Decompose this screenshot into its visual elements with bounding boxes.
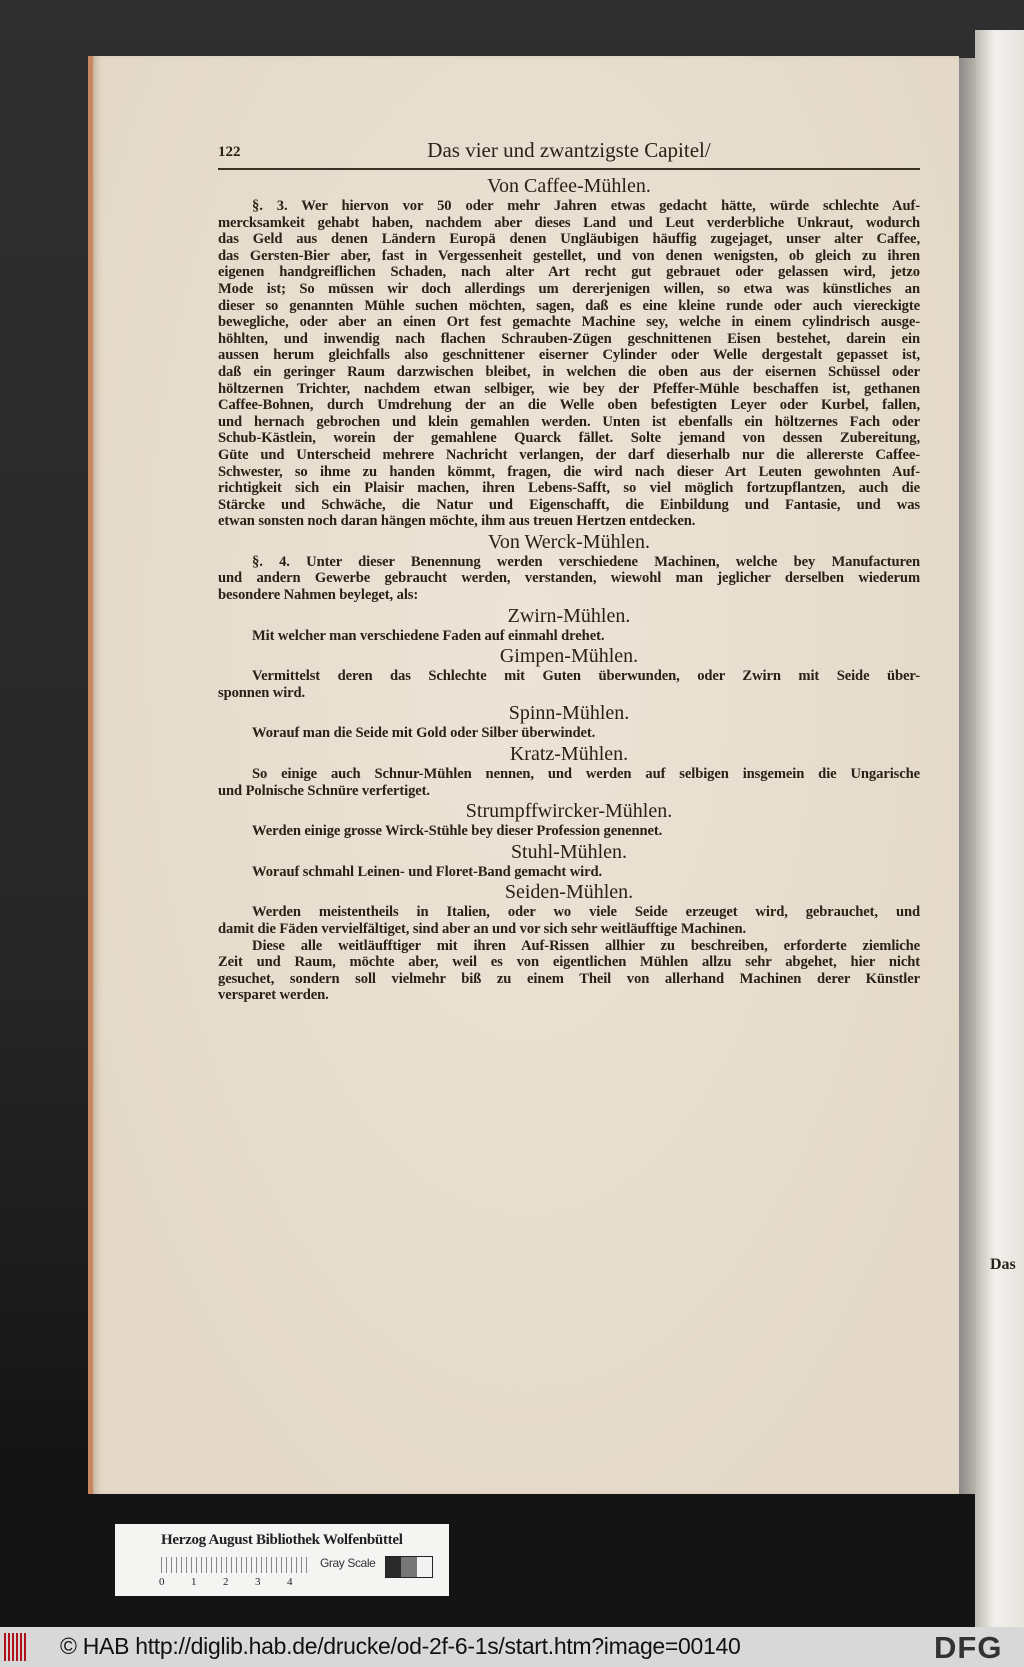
text-line: versparet werden. [218,987,329,1004]
ruler-number: 2 [223,1576,229,1588]
text-line: Zeit und Raum, möchte aber, weil es von eigentlichen Mühlen allzu sehr abgehet, hier nicht [218,954,920,971]
text-line: Worauf man die Seide mit Gold oder Silber überwindet. [252,725,596,742]
gray-scale-label: Gray Scale [320,1556,376,1570]
text-line: Worauf schmahl Leinen- und Floret-Band gemacht wird. [252,863,603,880]
ruler-number: 0 [159,1576,165,1588]
text-line: sponnen wird. [218,684,306,701]
book-page [88,56,1016,1494]
body-text [218,174,920,1004]
text-line: etwan sonsten noch daran hängen möchte, ihm aus treuen Hertzen entdecken. [218,513,696,530]
paragraph [218,938,920,1004]
gray-patch [386,1557,401,1577]
text-line: und andern Gewerbe gebraucht werden, verstanden, wiewohl man jeglicher derselben wiederum [218,570,920,587]
library-color-card [115,1524,449,1596]
footer-bar [0,1627,1024,1667]
text-line: Caffee-Bohnen, durch Umdrehung der an die Welle oben befestigten Leyer oder Kurbel, fallen, [218,397,920,414]
text-line: Diese alle weitläufftiger mit ihren Auf-Rissen allhier zu beschreiben, erforderte ziemliche [252,937,920,954]
chapter-title: Das vier und zwantzigste Capitel/ [427,138,711,162]
paragraph [218,823,920,840]
ruler-number: 1 [191,1576,197,1588]
text-line: §. 4. Unter dieser Benennung werden verschiedene Machinen, welche bey Manufacturen [252,553,920,570]
text-line: das Gersten-Bier aber, fast in Vergessenheit gestellet, und von denen wenigsten, ob gleich zu ihren [218,247,920,264]
text-line: Güte und Unterscheid mehrere Nachricht verlangen, der darf dieserhalb nur die allererste Caffee- [218,446,920,463]
gray-patch [417,1557,432,1577]
ruler-number: 4 [287,1576,293,1588]
section-heading: Strumpffwircker-Mühlen. [465,800,673,823]
text-line: daß ein geringer Raum darzwischen bleibet, in welchen die oben aus der eisernen Schüssel oder [218,363,920,380]
text-line: Werden einige grosse Wirck-Stühle bey dieser Profession genennet. [252,823,663,840]
paragraph [218,628,920,645]
text-line: das Geld aus denen Ländern Europä denen Ungläubigen häuffig zugejaget, unser alter Caffee, [218,231,920,248]
text-line: §. 3. Wer hiervon vor 50 oder mehr Jahren etwas gedacht hätte, würde schlechte Auf- [252,198,920,214]
text-line: gesuchet, sondern soll vielmehr biß zu einem Theil von allerhand Machinen derer Künstler [218,970,920,987]
text-line: bewegliche, oder aber an einen Ort fest gemachte Machine sey, welche in einem cylindrisch ausge- [218,314,920,331]
section-heading: Von Werck-Mühlen. [487,530,651,553]
paragraph [218,725,920,742]
section-heading: Seiden-Mühlen. [504,881,634,904]
section-heading: Von Caffee-Mühlen. [487,175,651,197]
text-line: höltzernen Trichter, nachdem etwan selbiger, wie bey der Pfeffer-Mühle beschaffen ist, gethanen [218,380,920,397]
paragraph [218,766,920,799]
paragraph [218,864,920,881]
gray-patch [401,1557,416,1577]
paragraph [218,198,920,530]
gray-scale-swatch [385,1556,433,1578]
library-name: Herzog August Bibliothek Wolfenbüttel [161,1532,403,1548]
section-heading: Gimpen-Mühlen. [499,645,639,668]
text-line: Vermittelst deren das Schlechte mit Guten überwunden, oder Zwirn mit Seide über- [252,668,920,685]
text-line: Mode ist; So müssen wir doch allerdings um dererjenigen willen, so etwa was künstliches an [218,280,920,297]
text-line: damit die Fäden vervielfältiget, sind aber an und vor sich sehr weitläufftige Machinen. [218,921,747,937]
text-line: Werden meistentheils in Italien, oder wo viele Seide erzeuget wird, gebrauchet, und [252,904,920,921]
text-line: So einige auch Schnur-Mühlen nennen, und werden auf selbigen insgemein die Ungarische [252,766,920,783]
text-line: richtigkeit sich ein Plaisir machen, ihren Lebens-Safft, so viel möglich fortzupflantzen, auch die [218,480,920,497]
text-line: Mit welcher man verschiedene Faden auf einmahl drehet. [252,627,605,644]
text-line: aussen herum gleichfalls also geschnittener eiserner Cylinder oder Welle dergestalt gepasset ist, [218,347,920,364]
paragraph [218,904,920,937]
running-head [218,138,920,170]
text-line: und hernach gebrochen und klein gemahlen werden. Unten ist ebenfalls ein höltzernes Fach oder [218,413,920,430]
text-line: dieser so genannten Mühle suchen möchten, sagen, daß es eine kleine runde oder auch viereckigte [218,297,920,314]
ruler-numbers [159,1576,319,1588]
section-heading: Stuhl-Mühlen. [510,840,628,863]
catchword: Das [990,1256,1016,1273]
paragraph [218,554,920,604]
hab-logo-icon [4,1633,26,1661]
text-line: besondere Nahmen beyleget, als: [218,587,419,604]
section-heading: Spinn-Mühlen. [508,702,630,725]
text-line: höhlten, und inwendig nach flachen Schrauben-Zügen geschnittenen Eisen bestehet, darein ein [218,330,920,347]
text-line: Stärcke und Schwäche, die Natur und Eigenschafft, die Einbildung und Fantasie, und was [218,496,920,513]
text-line: Schub-Kästlein, worein der gemahlene Quarck fället. Solte jemand von dessen Zubereitung, [218,430,920,447]
facing-page-edge [975,30,1024,1627]
text-line: eigenen handgreiflichen Schaden, nach alter Art recht gut gebrauet oder gelassen wird, jetzo [218,264,920,281]
section-heading: Kratz-Mühlen. [509,743,629,766]
text-line: mercksamkeit gehabt haben, nachdem aber dieses Land und Leut verderbliche Unkraut, wodurch [218,214,920,231]
ruler-number: 3 [255,1576,261,1588]
paragraph [218,668,920,701]
copyright-url: © HAB http://diglib.hab.de/drucke/od-2f-6-1s/start.htm?image=00140 [60,1633,741,1659]
ruler-scale [161,1557,311,1573]
page-number: 122 [218,144,241,160]
dfg-logo: DFG [934,1630,1003,1665]
text-line: und Polnische Schnüre verfertiget. [218,782,430,799]
section-heading: Zwirn-Mühlen. [507,604,631,627]
text-line: Schwester, so ihme zu handen kömmt, fragen, die wird nach dieser Art Leuten gewohnten Auf- [218,463,920,480]
